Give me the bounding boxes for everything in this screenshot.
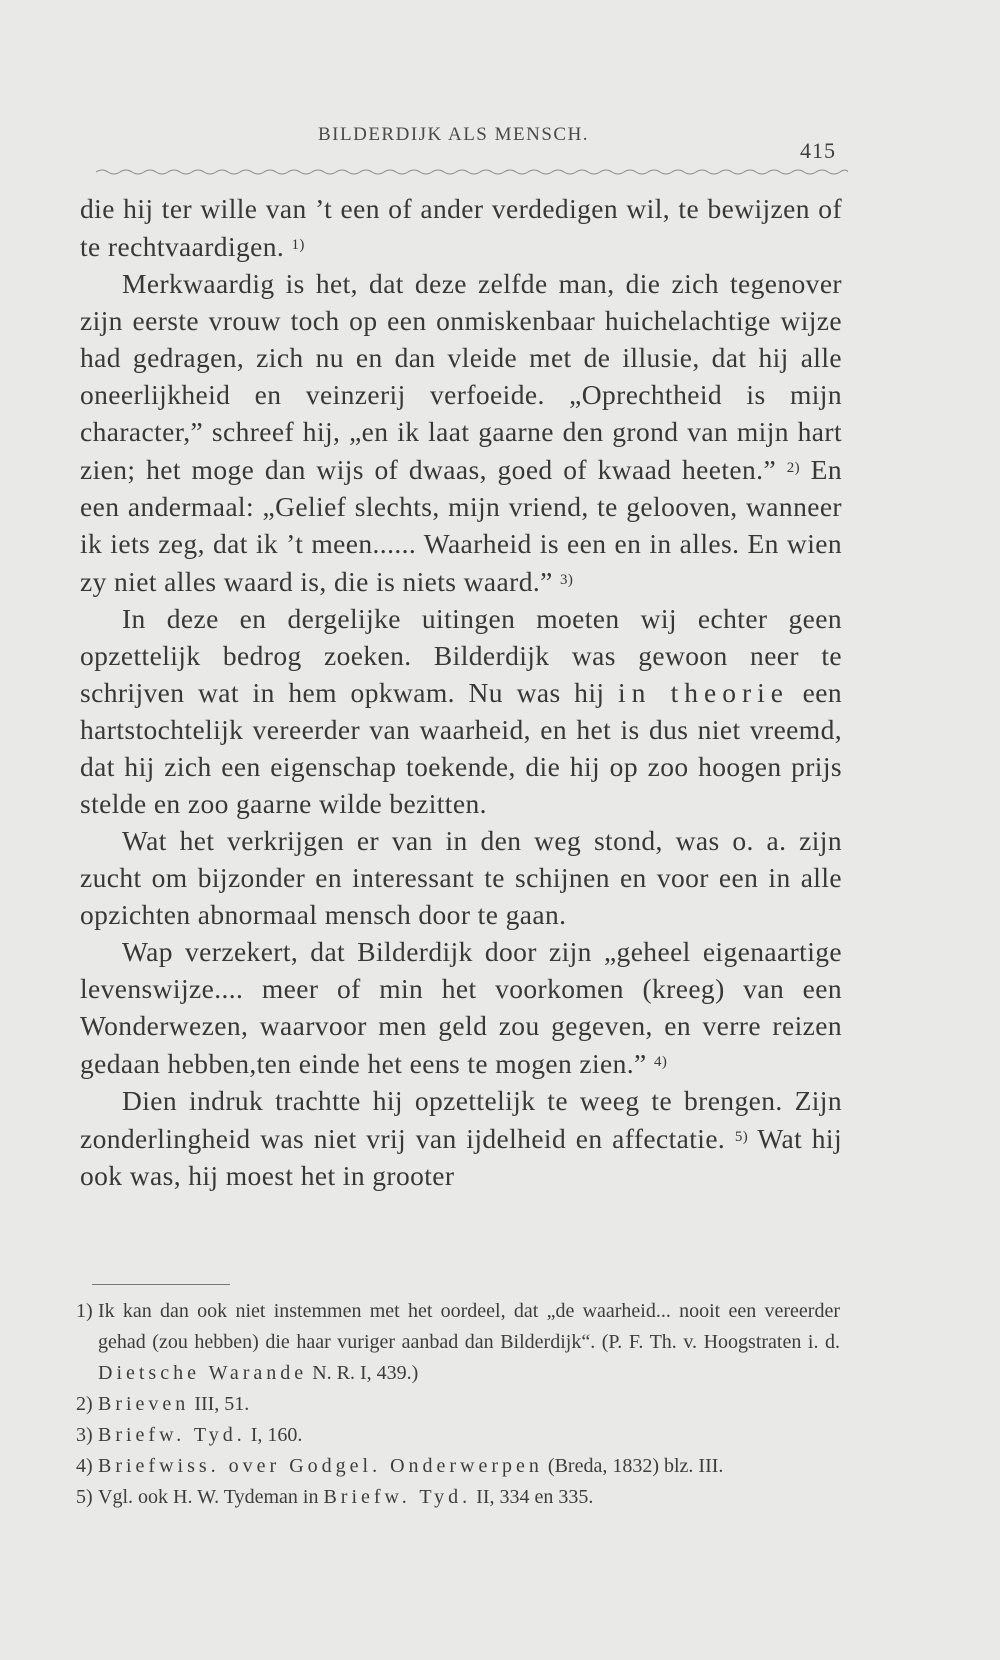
footnote-text-end: I, 160. [245,1424,303,1446]
footnote-emphasis: Briefw. Tyd. [323,1486,472,1508]
footnote-text-end: (Breda, 1832) blz. III. [542,1455,724,1477]
page-number: 415 [800,138,836,163]
paragraph-4 [80,822,842,933]
header-wavy-rule [96,166,848,180]
footnote-ref-1[interactable]: 1) [291,237,305,253]
footnote-emphasis: Brieven [98,1393,190,1415]
paragraph-4-text: Wat het verkrijgen er van in den weg stond, was o. a. zijn zucht om bijzonder en interessant te schijnen en voor een in alle opzichten abnormaal mensch door te gaan. [80,825,842,930]
paragraph-2-text-a: Merkwaardig is het, dat deze zelfde man, die zich tegenover zijn eerste vrouw toch op een onmiskenbaar huichelachtige wijze had gedragen, zich nu en dan vleide met de illusie, dat hij alle oneerlijkheid en veinzerij verfoeide. „Oprechtheid is mijn character,” schreef hij, „en ik laat gaarne den grond van mijn hart zien; het moge dan wijs of dwaas, goed of kwaad heeten.” [80,268,842,485]
emphasis-in-theorie: in theorie [618,677,790,708]
paragraph-6-text-a: Dien indruk trachtte hij opzettelijk te weeg te brengen. Zijn zonderlingheid was niet vrij van ijdelheid en affectatie. [80,1085,842,1154]
footnote-5 [70,1482,840,1513]
footnote-emphasis: Dietsche Warande [98,1362,308,1384]
footnote-text: Ik kan dan ook niet instemmen met het oordeel, dat „de waarheid... nooit een vereerder gehad (zou hebben) die haar vuriger aanbad dan Bilderdijk“. (P. F. Th. v. Hoogstraten i. d. [98,1300,840,1353]
footnote-number: 4) [76,1455,93,1477]
paragraph-3-text-b: een hartstochtelijk vereerder van waarheid, en het is dus niet vreemd, dat hij zich een eigenschap toekende, die hij op zoo hoogen prijs stelde en zoo gaarne wilde bezitten. [80,677,843,819]
paragraph-2-text-b: En een andermaal: „Gelief slechts, mijn vriend, te gelooven, wanneer ik iets zeg, dat ik ’t meen...... Waarheid is een en in alles. En wien zy niet alles waard is, die is niets waard.” [80,454,843,597]
footnote-number: 2) [76,1393,93,1415]
footnote-text-end: II, 334 en 335. [471,1486,594,1508]
footnote-ref-5[interactable]: 5) [734,1129,749,1145]
footnote-separator [92,1284,230,1285]
paragraph-5-text: Wap verzekert, dat Bilderdijk door zijn „geheel eigenaartige levenswijze.... meer of min het voorkomen (kreeg) van een Wonderwezen, waarvoor men geld zou gegeven, en verre reizen gedaan hebben,ten einde het eens te mogen zien.” [80,936,842,1079]
footnote-text-end: N. R. I, 439.) [307,1362,419,1384]
footnote-3 [70,1420,840,1451]
footnote-1 [70,1296,840,1389]
footnote-ref-2[interactable]: 2) [786,460,801,476]
paragraph-1 [80,190,842,265]
paragraph-1-text: die hij ter wille van ’t een of ander verdedigen wil, te bewijzen of te rechtvaardigen. [80,193,842,262]
footnote-ref-4[interactable]: 4) [653,1054,668,1070]
running-header: BILDERDIJK ALS MENSCH. [318,124,590,145]
footnote-number: 3) [76,1424,93,1446]
main-text [80,190,842,1194]
footnote-number: 5) [76,1486,93,1508]
paragraph-2 [80,265,842,600]
footnote-emphasis: Briefwiss. over Godgel. Onderwerpen [98,1455,543,1477]
paragraph-5 [80,933,842,1082]
footnotes [70,1296,840,1513]
footnote-number: 1) [76,1300,93,1322]
paragraph-3-text-a: In deze en dergelijke uitingen moeten wij echter geen opzettelijk bedrog zoeken. Bilderdijk was gewoon neer te schrijven wat in hem opkwam. Nu was hij [80,603,842,708]
paragraph-3 [80,600,842,822]
footnote-text-end: III, 51. [189,1393,250,1415]
footnote-2 [70,1389,840,1420]
footnote-emphasis: Briefw. Tyd. [98,1424,246,1446]
footnote-text: Vgl. ook H. W. Tydeman in [98,1486,324,1508]
paragraph-6 [80,1082,842,1194]
footnote-4 [70,1451,840,1482]
footnote-ref-3[interactable]: 3) [560,572,574,588]
paragraph-6-text-b: Wat hij ook was, hij moest het in grooter [80,1123,843,1191]
